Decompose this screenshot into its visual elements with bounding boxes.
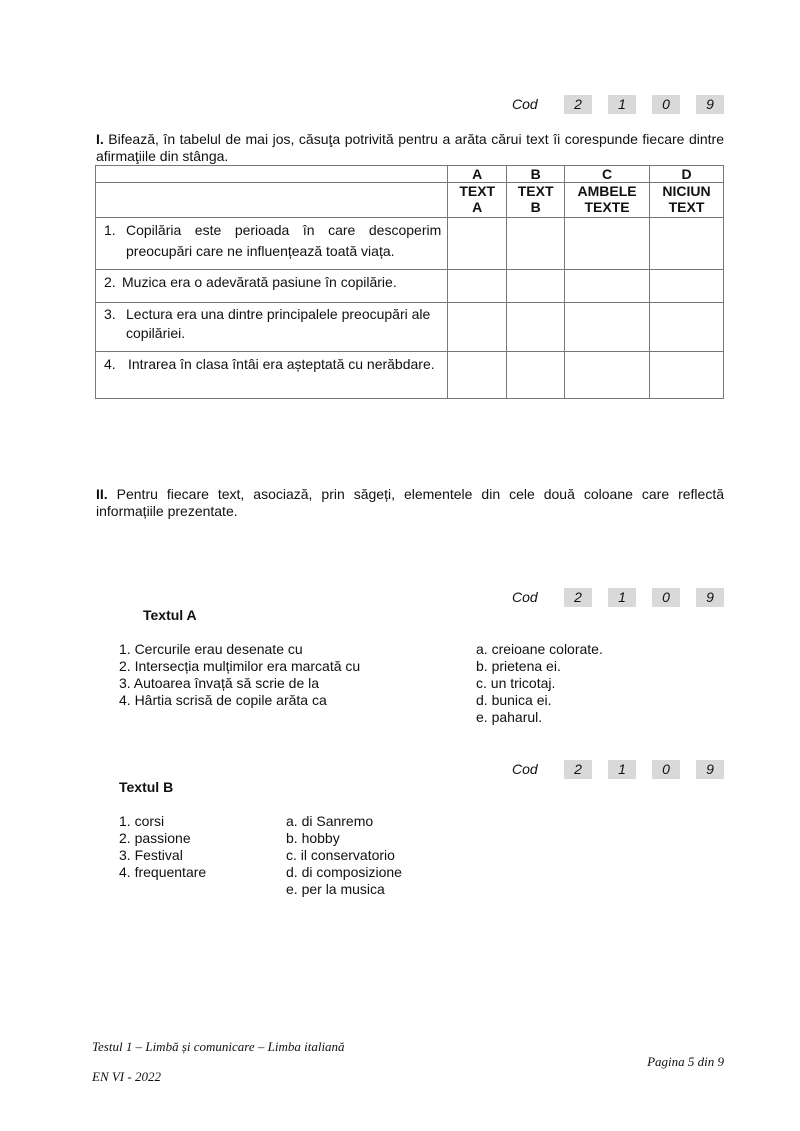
text-a-right-column: [476, 641, 603, 726]
code-digit: 2: [564, 760, 592, 779]
code-digit: 1: [608, 588, 636, 607]
answer-table: [95, 165, 724, 399]
column-label-line: B: [530, 199, 541, 215]
footer-test-title: Testul 1 – Limbă și comunicare – Limba italiană: [92, 1039, 345, 1054]
checkbox-cell-c[interactable]: [565, 352, 650, 399]
section1-instruction-text: Bifează, în tabelul de mai jos, căsuţa potrivită pentru a arăta cărui text îi corespunde fiecare dintre afirmaţiile din stânga.: [96, 131, 724, 164]
checkbox-cell-a[interactable]: [448, 303, 507, 352]
match-item-left[interactable]: 4. Hârtia scrisă de copile arăta ca: [119, 692, 327, 708]
section2-instruction-text: Pentru fiecare text, asociază, prin săgeți, elementele din cele două coloane care reflectă informațiile prezentate.: [96, 486, 724, 519]
checkbox-cell-a[interactable]: [448, 270, 507, 303]
statement-cell: [96, 270, 448, 303]
match-item-right[interactable]: a. creioane colorate.: [476, 641, 603, 657]
statement-text: Lectura era una dintre principalele preocupări ale copilăriei.: [126, 306, 431, 341]
column-label: [448, 183, 507, 218]
statement-number: 2.: [104, 274, 116, 290]
statement-cell: [96, 352, 448, 399]
section1-numeral: I.: [96, 131, 104, 147]
text-b-left-column: [119, 813, 206, 881]
code-block: [512, 759, 740, 779]
footer-page-number: Pagina 5 din 9: [647, 1054, 724, 1069]
table-row: [96, 218, 724, 270]
checkbox-cell-d[interactable]: [650, 352, 724, 399]
code-digit: 1: [608, 95, 636, 114]
statement-text: Copilăria este perioada în care descoperim preocupări care ne influențează toată viața.: [126, 222, 442, 259]
match-item-right[interactable]: d. bunica ei.: [476, 692, 552, 708]
code-digit: 2: [564, 588, 592, 607]
column-label-line: TEXTE: [584, 199, 630, 215]
table-row: [96, 303, 724, 352]
statement-number: 1.: [104, 222, 116, 238]
checkbox-cell-c[interactable]: [565, 303, 650, 352]
checkbox-cell-b[interactable]: [507, 218, 565, 270]
match-item-left[interactable]: 4. frequentare: [119, 864, 207, 880]
match-item-left[interactable]: 2. passione: [119, 830, 191, 846]
match-item-right[interactable]: a. di Sanremo: [286, 813, 374, 829]
code-digit: 9: [696, 95, 724, 114]
section1-instruction: [96, 131, 724, 165]
text-a-left-column: [119, 641, 360, 709]
statement-text: Muzica era o adevărată pasiune în copilărie.: [122, 274, 397, 290]
text-b-title: Textul B: [119, 779, 174, 795]
statement-number: 4.: [104, 356, 116, 372]
checkbox-cell-c[interactable]: [565, 270, 650, 303]
match-item-left[interactable]: 1. corsi: [119, 813, 165, 829]
match-item-left[interactable]: 3. Festival: [119, 847, 183, 863]
match-item-right[interactable]: b. hobby: [286, 830, 340, 846]
checkbox-cell-b[interactable]: [507, 352, 565, 399]
checkbox-cell-c[interactable]: [565, 218, 650, 270]
match-item-right[interactable]: c. un tricotaj.: [476, 675, 556, 691]
code-digit: 9: [696, 760, 724, 779]
code-digit: 0: [652, 95, 680, 114]
header-empty-cell: [96, 183, 448, 218]
statement-text: Intrarea în clasa întâi era așteptată cu nerăbdare.: [128, 356, 435, 372]
code-digit: 1: [608, 760, 636, 779]
match-item-right[interactable]: b. prietena ei.: [476, 658, 561, 674]
code-digit: 9: [696, 588, 724, 607]
checkbox-cell-a[interactable]: [448, 352, 507, 399]
code-digit: 0: [652, 588, 680, 607]
code-label: Cod: [512, 761, 538, 777]
section2-instruction: [96, 486, 724, 520]
section2-numeral: II.: [96, 486, 108, 502]
column-label: [650, 183, 724, 218]
checkbox-cell-d[interactable]: [650, 303, 724, 352]
column-label: [565, 183, 650, 218]
table-row: [96, 352, 724, 399]
column-letter: D: [650, 166, 724, 183]
checkbox-cell-b[interactable]: [507, 270, 565, 303]
column-label-line: AMBELE: [577, 183, 637, 199]
column-label-line: TEXT: [517, 183, 554, 199]
match-item-right[interactable]: e. per la musica: [286, 881, 385, 897]
column-label-line: NICIUN: [662, 183, 711, 199]
checkbox-cell-a[interactable]: [448, 218, 507, 270]
column-label-line: TEXT: [668, 199, 705, 215]
column-label: [507, 183, 565, 218]
statement-cell: [96, 218, 448, 270]
text-b-right-column: [286, 813, 402, 898]
match-item-left[interactable]: 2. Intersecția mulțimilor era marcată cu: [119, 658, 361, 674]
match-item-right[interactable]: d. di composizione: [286, 864, 402, 880]
column-label-line: TEXT: [459, 183, 496, 199]
table-row: [96, 270, 724, 303]
header-empty-cell: [96, 166, 448, 183]
column-letter: A: [448, 166, 507, 183]
statement-number: 3.: [104, 306, 116, 322]
match-item-left[interactable]: 3. Autoarea învață să scrie de la: [119, 675, 320, 691]
checkbox-cell-b[interactable]: [507, 303, 565, 352]
checkbox-cell-d[interactable]: [650, 218, 724, 270]
code-digit: 2: [564, 95, 592, 114]
code-label: Cod: [512, 589, 538, 605]
text-a-title: Textul A: [143, 607, 197, 623]
checkbox-cell-d[interactable]: [650, 270, 724, 303]
code-label: Cod: [512, 96, 538, 112]
code-block: [512, 587, 740, 607]
match-item-right[interactable]: e. paharul.: [476, 709, 543, 725]
match-item-right[interactable]: c. il conservatorio: [286, 847, 395, 863]
match-item-left[interactable]: 1. Cercurile erau desenate cu: [119, 641, 303, 657]
footer-exam: EN VI - 2022: [92, 1069, 161, 1084]
code-block: [512, 94, 740, 114]
column-letter: C: [565, 166, 650, 183]
table-header-letters: [96, 166, 724, 183]
code-digit: 0: [652, 760, 680, 779]
column-label-line: A: [472, 199, 483, 215]
table-header-labels: [96, 183, 724, 218]
statement-cell: [96, 303, 448, 352]
column-letter: B: [507, 166, 565, 183]
